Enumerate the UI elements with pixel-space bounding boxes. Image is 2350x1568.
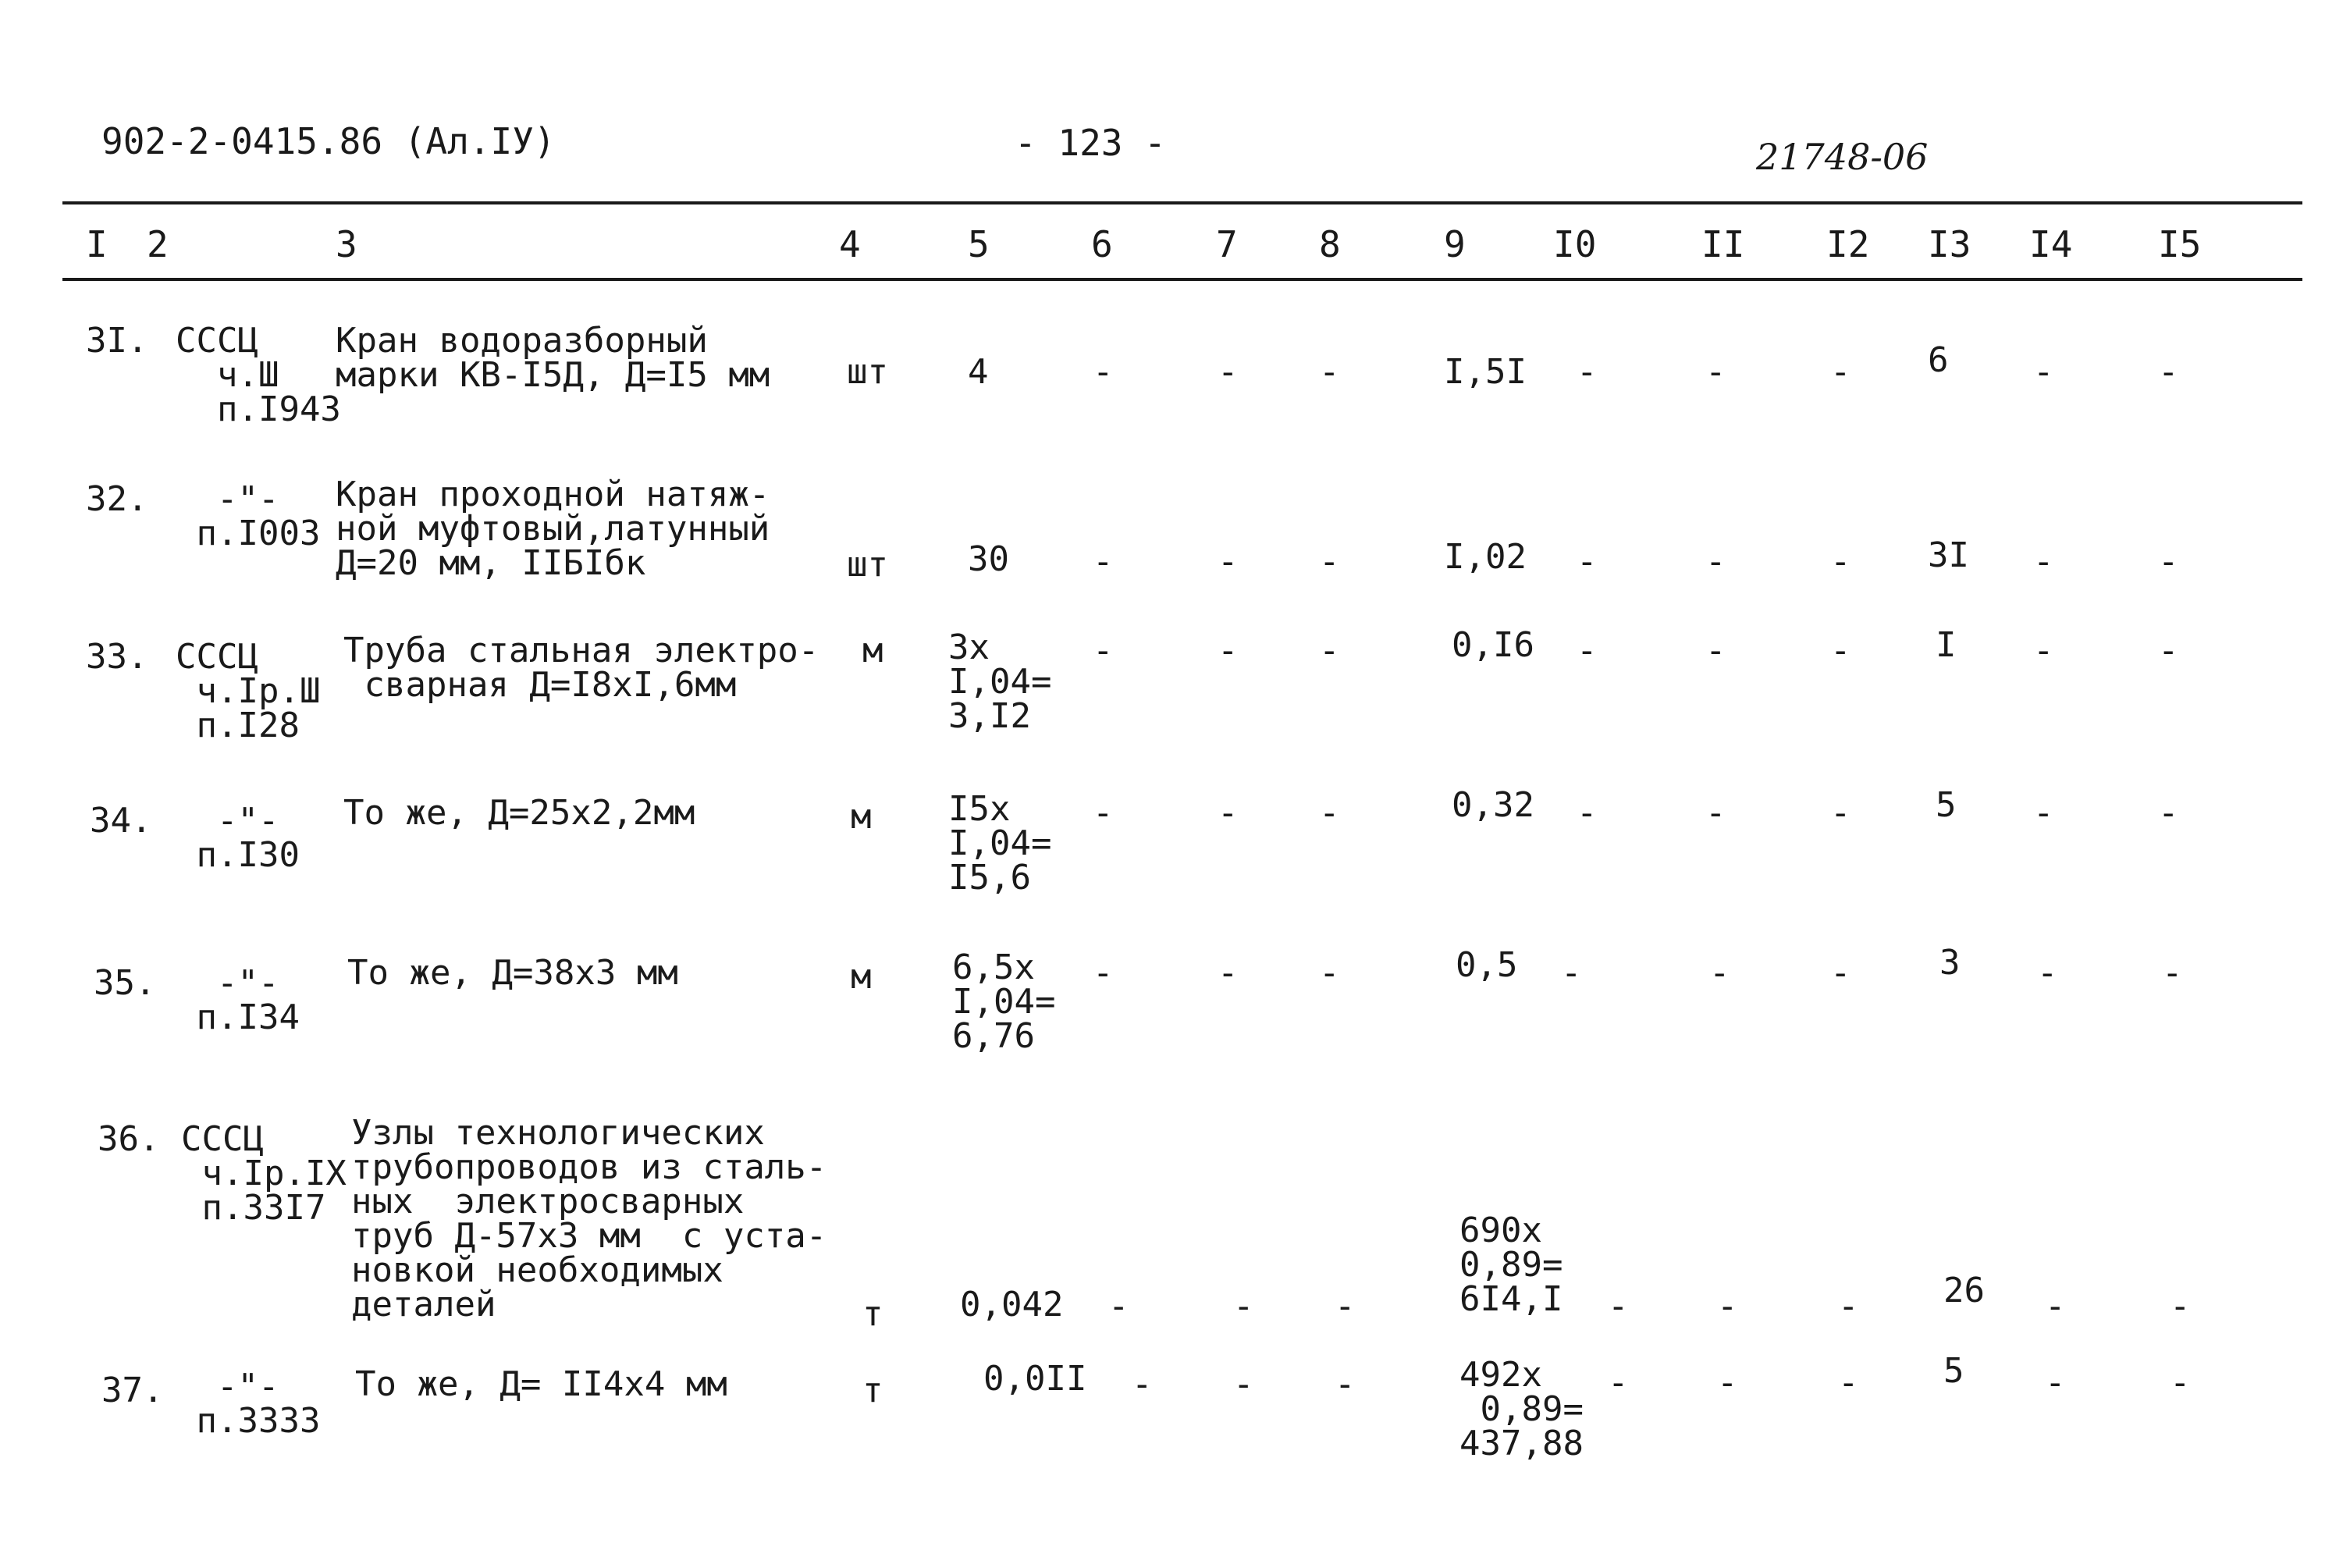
cell-col-9: 690x 0,89= 6I4,I <box>1459 1211 1563 1319</box>
cell-col-8: - <box>1319 631 1340 670</box>
cell-col-7: - <box>1218 352 1239 392</box>
norm-reference: -"- п.I30 <box>196 801 300 875</box>
cell-col-15: - <box>2170 1286 2191 1326</box>
quantity: I5x I,04= I5,6 <box>948 789 1052 898</box>
quantity: 30 <box>968 539 1009 579</box>
cell-col-13: 6 <box>1928 340 1949 380</box>
item-description: Кран проходной натяж- ной муфтовый,латунный Д=20 мм, IIБIбк <box>336 475 770 583</box>
cell-col-11: - <box>1717 1286 1738 1326</box>
cell-col-6: - <box>1093 631 1114 670</box>
quantity: 6,5x I,04= 6,76 <box>952 948 1056 1056</box>
cell-col-9: 0,5 <box>1456 945 1518 985</box>
cell-col-11: - <box>1705 793 1726 833</box>
cell-col-7: - <box>1218 953 1239 993</box>
column-header-13: I3 <box>1928 223 1971 265</box>
cell-col-7: - <box>1233 1364 1254 1404</box>
item-description: Кран водоразборный марки КВ-I5Д, Д=I5 мм <box>336 321 770 395</box>
cell-col-9: I,5I <box>1444 352 1527 392</box>
column-header-14: I4 <box>2029 223 2073 265</box>
row-number: 3I. <box>86 321 148 361</box>
cell-col-8: - <box>1319 953 1340 993</box>
cell-col-14: - <box>2045 1363 2066 1403</box>
cell-col-15: - <box>2170 1363 2191 1403</box>
row-number: 36. <box>98 1119 160 1159</box>
cell-col-12: - <box>1838 1286 1859 1326</box>
cell-col-13: 26 <box>1943 1271 1985 1310</box>
cell-col-15: - <box>2158 631 2179 670</box>
cell-col-13: 3 <box>1939 943 1961 983</box>
cell-col-12: - <box>1830 352 1851 392</box>
page-number: - 123 - <box>1015 122 1166 164</box>
cell-col-13: 5 <box>1936 785 1957 825</box>
cell-col-6: - <box>1093 542 1114 581</box>
unit: м <box>851 797 872 837</box>
cell-col-6: - <box>1093 953 1114 993</box>
column-header-10: I0 <box>1553 223 1597 265</box>
cell-col-10: - <box>1577 542 1598 581</box>
cell-col-6: - <box>1132 1364 1153 1404</box>
cell-col-7: - <box>1233 1286 1254 1326</box>
cell-col-12: - <box>1830 542 1851 581</box>
cell-col-8: - <box>1319 542 1340 581</box>
item-description: Труба стальная электро- сварная Д=I8xI,6мм <box>343 631 819 705</box>
column-header-7: 7 <box>1216 223 1238 265</box>
unit: шт <box>847 352 888 392</box>
cell-col-15: - <box>2158 542 2179 581</box>
norm-reference: -"- п.I34 <box>196 963 300 1037</box>
cell-col-7: - <box>1218 542 1239 581</box>
cell-col-11: - <box>1709 953 1730 993</box>
cell-col-8: - <box>1319 352 1340 392</box>
cell-col-7: - <box>1218 793 1239 833</box>
column-header-11: II <box>1701 223 1745 265</box>
item-description: То же, Д=25x2,2мм <box>343 793 695 833</box>
quantity: 3x I,04= 3,I2 <box>948 628 1052 736</box>
cell-col-10: - <box>1577 793 1598 833</box>
cell-col-9: 492x 0,89= 437,88 <box>1459 1355 1584 1463</box>
cell-col-11: - <box>1705 631 1726 670</box>
norm-reference: -"- п.3333 <box>196 1367 321 1441</box>
document-code: 902-2-0415.86 (Ал.IУ) <box>101 120 556 162</box>
quantity: 4 <box>968 352 989 392</box>
row-number: 34. <box>90 801 152 841</box>
cell-col-14: - <box>2033 793 2054 833</box>
cell-col-11: - <box>1705 542 1726 581</box>
column-header-3: 3 <box>336 223 357 265</box>
cell-col-14: - <box>2037 953 2058 993</box>
cell-col-14: - <box>2033 352 2054 392</box>
column-header-9: 9 <box>1444 223 1466 265</box>
norm-reference: -"- п.I003 <box>196 479 321 553</box>
cell-col-15: - <box>2158 793 2179 833</box>
cell-col-13: 3I <box>1928 535 1969 575</box>
item-description: Узлы технологических трубопроводов из сталь- ных электросварных труб Д-57x3 мм с уста- новкой необходимых деталей <box>351 1113 827 1324</box>
cell-col-15: - <box>2162 953 2183 993</box>
cell-col-15: - <box>2158 352 2179 392</box>
cell-col-7: - <box>1218 631 1239 670</box>
column-header-4: 4 <box>839 223 861 265</box>
cell-col-10: - <box>1577 631 1598 670</box>
cell-col-12: - <box>1830 953 1851 993</box>
cell-col-14: - <box>2033 542 2054 581</box>
norm-reference: СССЦ ч.Iр.IX п.33I7 <box>181 1119 347 1228</box>
unit: м <box>851 957 872 997</box>
cell-col-14: - <box>2045 1286 2066 1326</box>
unit: шт <box>847 545 888 585</box>
row-number: 32. <box>86 479 148 519</box>
cell-col-11: - <box>1705 352 1726 392</box>
cell-col-12: - <box>1838 1363 1859 1403</box>
item-description: То же, Д= II4x4 мм <box>355 1364 727 1404</box>
cell-col-9: 0,32 <box>1452 785 1534 825</box>
column-header-12: I2 <box>1826 223 1870 265</box>
column-header-1: I <box>86 223 108 265</box>
quantity: 0,042 <box>960 1285 1064 1324</box>
cell-col-10: - <box>1608 1363 1629 1403</box>
cell-col-8: - <box>1335 1286 1356 1326</box>
cell-col-10: - <box>1577 352 1598 392</box>
cell-col-8: - <box>1319 793 1340 833</box>
row-number: 37. <box>101 1371 164 1410</box>
cell-col-11: - <box>1717 1363 1738 1403</box>
cell-col-6: - <box>1108 1286 1129 1326</box>
cell-col-13: 5 <box>1943 1351 1964 1391</box>
norm-reference: СССЦ ч.Iр.Ш п.I28 <box>176 637 321 745</box>
sheet-code: 21748-06 <box>1756 136 1929 178</box>
cell-col-12: - <box>1830 793 1851 833</box>
column-header-8: 8 <box>1319 223 1341 265</box>
cell-col-6: - <box>1093 352 1114 392</box>
cell-col-6: - <box>1093 793 1114 833</box>
header-bottom-rule <box>62 278 2302 281</box>
cell-col-9: I,02 <box>1444 537 1527 577</box>
item-description: То же, Д=38x3 мм <box>347 953 678 993</box>
unit: т <box>862 1371 883 1410</box>
cell-col-9: 0,I6 <box>1452 625 1534 665</box>
cell-col-10: - <box>1608 1286 1629 1326</box>
cell-col-14: - <box>2033 631 2054 670</box>
column-header-5: 5 <box>968 223 990 265</box>
norm-reference: СССЦ ч.Ш п.I943 <box>176 321 341 429</box>
top-rule <box>62 201 2302 204</box>
quantity: 0,0II <box>983 1359 1087 1399</box>
cell-col-8: - <box>1335 1364 1356 1404</box>
unit: т <box>862 1294 883 1334</box>
row-number: 33. <box>86 637 148 677</box>
cell-col-10: - <box>1561 953 1582 993</box>
cell-col-13: I <box>1936 625 1957 665</box>
cell-col-12: - <box>1830 631 1851 670</box>
row-number: 35. <box>94 963 156 1003</box>
column-header-2: 2 <box>147 223 169 265</box>
unit: м <box>862 631 883 670</box>
column-header-15: I5 <box>2158 223 2202 265</box>
column-header-6: 6 <box>1091 223 1113 265</box>
